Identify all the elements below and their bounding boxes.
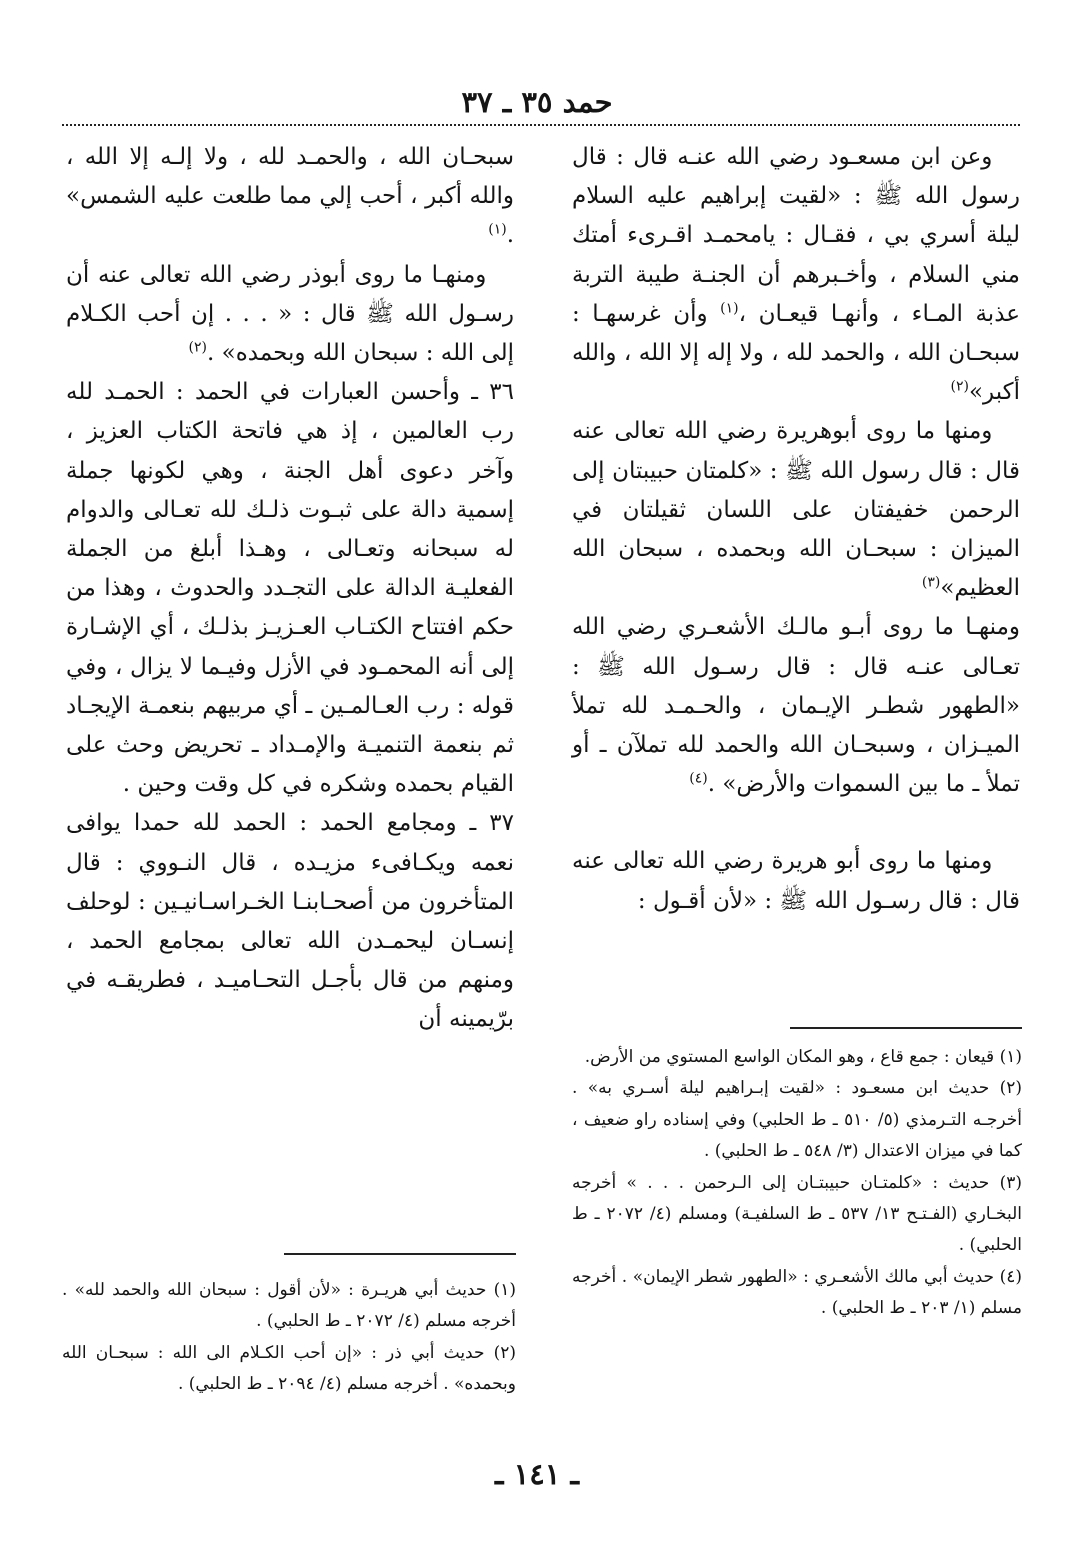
footnote-ref: (٣)	[921, 574, 941, 591]
footnote-text: حديث : «كلمتـان حبيبتـان إلى الـرحمن . . . » أخرجه البخـاري (الفـتـح ١٣/ ٥٣٧ ـ ط السلفيـة) ومسلم (٤/ ٢٠٧٢ ـ ط الحلبي) .	[572, 1172, 1022, 1256]
footnotes-right	[572, 1042, 1022, 1325]
footnote-ref: (١)	[720, 300, 739, 317]
footnote-number: (٢)	[999, 1078, 1022, 1099]
footnote-text: حديث أبي مالك الأشعـري : «الطهور شطر الإيمان» . أخرجه مسلم (١/ ٢٠٣ ـ ط الحلبي) .	[572, 1266, 1022, 1319]
right-text-column	[572, 138, 1020, 921]
footnote-right-1	[572, 1042, 1022, 1073]
right-paragraph-1-text: وعن ابن مسعـود رضي الله عنـه قال : قال رسول الله ﷺ : «لقيت إبراهيم عليه السلام ليلة أسري بي ، فقـال : يامحمـد اقـرىء أمتك مني السلام ، وأخـبرهم أن الجنـة طيبة التربة عذبة المـاء ، وأنهـا قيعـان ،	[572, 144, 1020, 327]
left-paragraph-2-text: ومنهـا ما روى أبوذر رضي الله تعالى عنه أن رسـول الله ﷺ قال : « . . . إن أحب الكـلام إلى الله : سبحان الله وبحمده» .	[66, 261, 514, 367]
footnote-ref: (٢)	[188, 339, 207, 356]
page-number-text: ـ ١٤١ ـ	[495, 1457, 579, 1491]
left-paragraph-4-text: ٣٧ ـ ومجامع الحمد : الحمد لله حمدا يوافى نعمه ويكـافىء مزيـده ، قال النـووي : قال المتأخرون من أصحـابنـا الخـراسـانيـين : لوحلف إنسـان ليحمـدن الله تعالى بمجامع الحمد ، ومنهم من قال بأجـل التحـاميـد ، فطريقـه في برّيمينه أن	[66, 810, 514, 1033]
footnote-right-4	[572, 1262, 1022, 1325]
footnote-ref: (٤)	[689, 770, 708, 787]
left-paragraph-1	[66, 138, 514, 256]
footnote-number: (٣)	[999, 1172, 1023, 1193]
footnote-number: (٤)	[999, 1266, 1022, 1287]
footnote-ref: (١)	[488, 221, 507, 238]
footnote-ref: (٢)	[950, 378, 969, 395]
right-paragraph-1-text-cont: وأن غرسهـا : سبحـان الله ، والحمد لله ، ولا إله إلا الله ، والله أكبر»	[572, 300, 1020, 406]
right-paragraph-2-text: ومنها ما روى أبوهريرة رضي الله تعالى عنه قال : قال رسول الله ﷺ : «كلمتان حبيبتان إلى الرحمن خفيفتان على اللسان ثقيلتان في الميزان : سبحـان الله وبحمده ، سبحان الله العظيم»	[572, 418, 1020, 602]
footnote-number: (١)	[493, 1280, 516, 1300]
right-paragraph-1	[572, 138, 1020, 412]
footnotes-left	[62, 1275, 516, 1401]
footnote-rule-left	[284, 1253, 516, 1255]
left-paragraph-3	[66, 373, 514, 804]
footnote-text: حديث أبي ذر : «إن أحب الكـلام الى الله : سبحـان الله وبحمده» . أخرجه مسلم (٤/ ٢٠٩٤ ـ ط الحلبي) .	[62, 1342, 516, 1395]
running-header	[0, 82, 1074, 122]
left-text-column	[66, 138, 514, 1040]
running-header-title: حمد ٣٥ ـ ٣٧	[461, 85, 613, 119]
footnote-text: قيعان : جمع قاع ، وهو المكان الواسع المستوي من الأرض.	[584, 1047, 995, 1067]
footnote-text: حديث ابن مسعـود : «لقيت إبـراهيم ليلة أسـري به» . أخرجـه التـرمذي (٥/ ٥١٠ ـ ط الحلبي) وفي إسناده راو ضعيف ، كما في ميزان الاعتدال (٣/ ٥٤٨ ـ ط الحلبي) .	[572, 1078, 1022, 1162]
footnote-number: (٢)	[493, 1342, 516, 1363]
header-dotted-rule	[62, 124, 1020, 126]
footnote-number: (١)	[999, 1047, 1022, 1067]
footnote-right-3	[572, 1168, 1022, 1262]
right-paragraph-4	[572, 842, 1020, 920]
footnote-rule-right	[790, 1027, 1022, 1029]
right-paragraph-4-text: ومنها ما روى أبو هريرة رضي الله تعالى عنه قال : قال رسـول الله ﷺ : «لأن أقـول :	[572, 848, 1020, 914]
left-paragraph-4	[66, 804, 514, 1039]
left-paragraph-1-text: سبحـان الله ، والحمـد لله ، ولا إلـه إلا الله ، والله أكبر ، أحب إلي مما طلعت عليه الشمس» .	[66, 144, 514, 249]
footnote-text: حديث أبي هريـرة : «لأن أقول : سبحان الله والحمد لله» . أخرجه مسلم (٤/ ٢٠٧٢ ـ ط الحلبي) .	[62, 1280, 516, 1332]
footnote-left-1	[62, 1275, 516, 1338]
footnote-left-2	[62, 1338, 516, 1401]
page-number	[0, 1452, 1074, 1496]
left-paragraph-3-text: ٣٦ ـ وأحسن العبارات في الحمد : الحمـد لله رب العالمين ، إذ هي فاتحة الكتاب العزيز ، وآخر دعوى أهل الجنة ، وهي لكونها جملة إسمية دالة على ثبـوت ذلـك لله تعـالى والدوام له سبحانه وتعـالى ، وهـذا أبلغ من الجملة الفعليـة الدالة على التجـدد والحدوث ، وهذا من حكم افتتاح الكتـاب العـزيـز بذلـك ، أي الإشـارة إلى أنه المحمـود في الأزل وفيـما لا يزال ، وفي قوله : رب العـالمـين ـ أي مربيهم بنعمـة الإيجـاد ثم بنعمة التنميـة والإمـداد ـ تحريض وحث على القيام بحمده وشكره في كل وقت وحين .	[66, 379, 515, 798]
right-paragraph-2	[572, 412, 1020, 608]
left-paragraph-2	[66, 256, 514, 374]
right-paragraph-3	[572, 608, 1020, 804]
right-paragraph-3-text: ومنهـا ما روى أبـو مالـك الأشعـري رضي الله تعـالى عنـه قال : قال رسـول الله ﷺ : «الطهور شطـر الإيـمان ، والحـمـد لله تملأ الميـزان ، وسبحـان الله والحمد لله تملآن ـ أو تملأ ـ ما بين السموات والأرض» .	[572, 614, 1020, 798]
footnote-right-2	[572, 1073, 1022, 1167]
